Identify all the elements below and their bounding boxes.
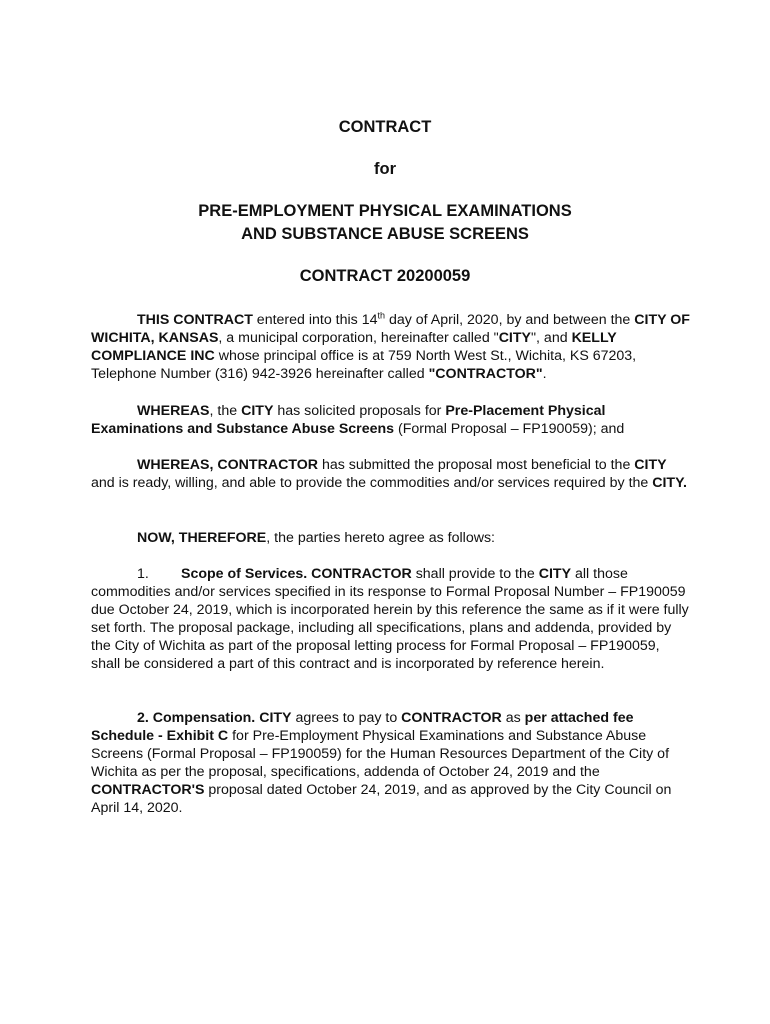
document-subject-line-1: PRE-EMPLOYMENT PHYSICAL EXAMINATIONS: [198, 202, 572, 220]
now-therefore-paragraph: NOW, THEREFORE, the parties hereto agree as follows:: [137, 530, 495, 546]
section-1-scope-of-services: 1. Scope of Services. CONTRACTOR shall provide to the CITY all those commodities and/or services specified in its response to Formal Proposal Number – FP190059 due October 24, 2019, which is incorporated herein by this reference the same as if it were fully set forth. The proposal package, including all specifications, plans and addenda, provided by the City of Wichita as part of the proposal letting process for Formal Proposal – FP190059, shall be considered a part of this contract and is incorporated by reference herein.: [91, 566, 689, 672]
contract-number: CONTRACT 20200059: [299, 267, 471, 285]
document-title: CONTRACT: [338, 118, 432, 136]
whereas-paragraph-1: WHEREAS, the CITY has solicited proposals for Pre-Placement Physical Examinations and Substance Abuse Screens (Formal Proposal – FP190059); and: [91, 403, 625, 437]
whereas-paragraph-2: WHEREAS, CONTRACTOR has submitted the proposal most beneficial to the CITY and is ready, willing, and able to provide the commodities and/or services required by the CITY.: [91, 457, 687, 491]
intro-paragraph: THIS CONTRACT entered into this 14th day of April, 2020, by and between the CITY OF WICHITA, KANSAS, a municipal corporation, hereinafter called "CITY", and KELLY COMPLIANCE INC whose principal office is at 759 North West St., Wichita, KS 67203, Telephone Number (316) 942-3926 hereinafter called "CONTRACTOR".: [91, 310, 690, 382]
section-2-compensation: 2. Compensation. CITY agrees to pay to CONTRACTOR as per attached fee Schedule - Exhibit C for Pre-Employment Physical Examinations and Substance Abuse Screens (Formal Proposal – FP190059) for the Human Resources Department of the City of Wichita as per the proposal, specifications, addenda of October 24, 2019 and the CONTRACTOR'S proposal dated October 24, 2019, and as approved by the City Council on April 14, 2020.: [91, 710, 672, 816]
document-for-line: for: [374, 160, 396, 178]
document-subject-line-2: AND SUBSTANCE ABUSE SCREENS: [241, 225, 529, 243]
